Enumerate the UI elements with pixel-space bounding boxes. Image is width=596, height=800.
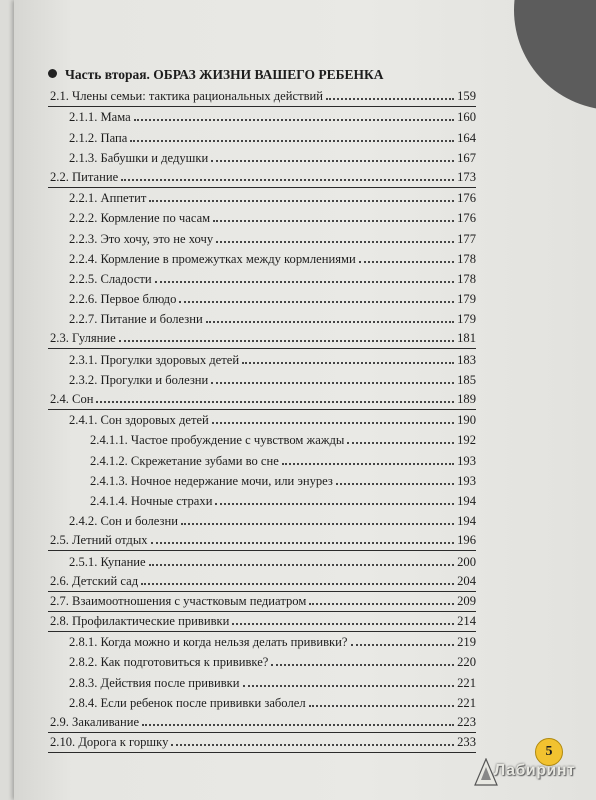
toc-entry-title: 2.1. Члены семьи: тактика рациональных действий [50, 89, 324, 104]
toc-entry-title: 2.8.2. Как подготовиться к прививке? [69, 655, 269, 670]
toc-entry-page: 233 [457, 735, 476, 750]
toc-entry-title: 2.1.3. Бабушки и дедушки [69, 150, 209, 165]
toc-entry-title: 2.8.3. Действия после прививки [69, 675, 240, 690]
toc-entry-title: 2.2.3. Это хочу, это не хочу [69, 231, 214, 246]
toc-entry-page: 176 [457, 211, 476, 226]
toc-entry-page: 164 [457, 130, 476, 145]
toc-entry-title: 2.8. Профилактические прививки [50, 614, 230, 629]
dot-leader [151, 541, 455, 544]
toc-entry-page: 194 [457, 493, 476, 508]
toc-entry-page: 221 [457, 695, 476, 710]
dot-leader [351, 643, 455, 646]
toc-entry-page: 173 [457, 169, 476, 184]
toc-entry-title: 2.7. Взаимоотношения с участковым педиатром [50, 593, 307, 608]
toc-entry-title: 2.2.6. Первое блюдо [69, 292, 177, 307]
toc-entry-title: 2.4.1.4. Ночные страхи [90, 493, 213, 508]
toc-entry-page: 209 [457, 593, 476, 608]
toc-entry-page: 178 [457, 251, 476, 266]
dot-leader [211, 381, 454, 384]
toc-entry [48, 450, 476, 470]
toc-entry-title: 2.9. Закаливание [50, 715, 140, 729]
toc-entry [48, 471, 476, 491]
toc-entry [48, 430, 476, 450]
toc-entry [48, 370, 476, 390]
toc-entry [48, 693, 476, 713]
table-of-contents [48, 87, 476, 753]
watermark [468, 754, 596, 794]
toc-entry-page: 189 [457, 392, 476, 406]
toc-entry-page: 220 [457, 655, 476, 670]
toc-entry [48, 632, 476, 652]
toc-entry-title: 2.5.1. Купание [69, 554, 146, 569]
corner-decoration [514, 0, 596, 110]
toc-entry-title: 2.2. Питание [50, 169, 119, 184]
toc-entry [48, 612, 476, 632]
toc-entry [48, 188, 476, 208]
dot-leader [216, 240, 454, 243]
toc-entry-title: 2.5. Летний отдых [50, 533, 148, 548]
dot-leader [171, 743, 454, 746]
toc-entry-page: 167 [457, 150, 476, 165]
toc-entry-page: 214 [457, 614, 476, 629]
toc-entry [48, 349, 476, 369]
toc-entry-title: 2.4.1. Сон здоровых детей [69, 413, 209, 428]
toc-entry-title: 2.3.2. Прогулки и болезни [69, 372, 209, 387]
toc-entry [48, 572, 476, 592]
toc-entry-title: 2.3.1. Прогулки здоровых детей [69, 352, 240, 367]
part-heading [48, 67, 488, 83]
toc-entry [48, 733, 476, 753]
toc-entry-page: 159 [457, 89, 476, 104]
dot-leader [271, 663, 454, 666]
toc-entry-page: 179 [457, 292, 476, 307]
toc-entry-title: 2.2.1. Аппетит [69, 191, 147, 206]
dot-leader [155, 280, 454, 283]
toc-entry-page: 221 [457, 675, 476, 690]
toc-entry-page: 196 [457, 533, 476, 548]
dot-leader [179, 300, 454, 303]
toc-entry-page: 219 [457, 635, 476, 650]
toc-entry-title: 2.2.4. Кормление в промежутках между кормлениями [69, 251, 356, 266]
toc-entry [48, 208, 476, 228]
page-number: 5 [545, 744, 553, 759]
dot-leader [134, 118, 454, 121]
toc-entry-title: 2.6. Детский сад [50, 573, 139, 588]
toc-entry-title: 2.8.4. Если ребенок после прививки заболел [69, 695, 306, 710]
dot-leader [130, 139, 454, 142]
toc-entry-title: 2.4.1.3. Ночное недержание мочи, или энурез [90, 473, 333, 488]
dot-leader [181, 522, 454, 525]
dot-leader [215, 502, 454, 505]
toc-entry [48, 390, 476, 410]
dot-leader [142, 723, 454, 726]
toc-entry-page: 178 [457, 271, 476, 286]
dot-leader [232, 622, 454, 625]
toc-entry [48, 410, 476, 430]
dot-leader [121, 178, 454, 181]
dot-leader [243, 684, 455, 687]
toc-entry [48, 87, 476, 107]
toc-entry-title: 2.2.5. Сладости [69, 271, 152, 286]
dot-leader [213, 219, 454, 222]
dot-leader [211, 159, 454, 162]
toc-entry-title: 2.2.2. Кормление по часам [69, 211, 211, 226]
toc-entry-title: 2.4. Сон [50, 392, 94, 406]
toc-entry-title: 2.3. Гуляние [50, 331, 116, 346]
toc-entry-title: 2.2.7. Питание и болезни [69, 312, 203, 327]
toc-entry-page: 190 [457, 413, 476, 428]
dot-leader [282, 462, 454, 465]
dot-leader [309, 704, 455, 707]
toc-entry-page: 192 [457, 433, 476, 448]
dot-leader [359, 260, 454, 263]
toc-entry-page: 160 [457, 110, 476, 125]
toc-entry-title: 2.1.2. Папа [69, 130, 128, 145]
dot-leader [326, 97, 454, 100]
toc-entry-title: 2.4.1.1. Частое пробуждение с чувством жажды [90, 433, 345, 448]
toc-entry [48, 491, 476, 511]
toc-entry-title: 2.1.1. Мама [69, 110, 131, 125]
toc-entry [48, 672, 476, 692]
toc-entry [48, 107, 476, 127]
dot-leader [242, 361, 454, 364]
toc-entry [48, 269, 476, 289]
toc-entry-page: 177 [457, 231, 476, 246]
toc-entry [48, 228, 476, 248]
toc-entry-page: 193 [457, 453, 476, 468]
toc-entry [48, 148, 476, 168]
dot-leader [149, 199, 454, 202]
toc-entry-page: 179 [457, 312, 476, 327]
toc-entry-page: 181 [457, 331, 476, 346]
toc-entry-title: 2.8.1. Когда можно и когда нельзя делать прививки? [69, 635, 348, 650]
dot-leader [119, 339, 454, 342]
toc-entry-page: 223 [457, 715, 476, 729]
toc-entry [48, 309, 476, 329]
toc-entry [48, 329, 476, 349]
toc-entry-title: 2.10. Дорога к горшку [50, 735, 169, 750]
dot-leader [141, 582, 454, 585]
toc-entry [48, 289, 476, 309]
toc-entry-page: 194 [457, 514, 476, 529]
dot-leader [206, 320, 454, 323]
dot-leader [212, 421, 454, 424]
toc-entry-page: 183 [457, 352, 476, 367]
dot-leader [347, 441, 454, 444]
toc-entry-title: 2.4.2. Сон и болезни [69, 514, 178, 529]
toc-entry [48, 249, 476, 269]
dot-leader [309, 602, 454, 605]
watermark-text: Лабиринт [494, 762, 576, 779]
toc-entry [48, 652, 476, 672]
toc-entry [48, 592, 476, 612]
dot-leader [149, 563, 454, 566]
toc-entry [48, 551, 476, 571]
toc-entry-page: 204 [457, 573, 476, 588]
toc-entry-page: 185 [457, 372, 476, 387]
toc-entry-page: 200 [457, 554, 476, 569]
dot-leader [96, 400, 454, 403]
toc-entry [48, 127, 476, 147]
toc-entry [48, 713, 476, 733]
toc-entry-title: 2.4.1.2. Скрежетание зубами во сне [90, 453, 279, 468]
book-page [14, 0, 596, 800]
toc-entry-page: 176 [457, 191, 476, 206]
bullet-icon [48, 69, 57, 78]
toc-entry [48, 531, 476, 551]
toc-entry-page: 193 [457, 473, 476, 488]
toc-entry [48, 511, 476, 531]
part-heading-text: Часть вторая. ОБРАЗ ЖИЗНИ ВАШЕГО РЕБЕНКА [65, 67, 384, 82]
dot-leader [336, 482, 454, 485]
toc-entry [48, 168, 476, 188]
